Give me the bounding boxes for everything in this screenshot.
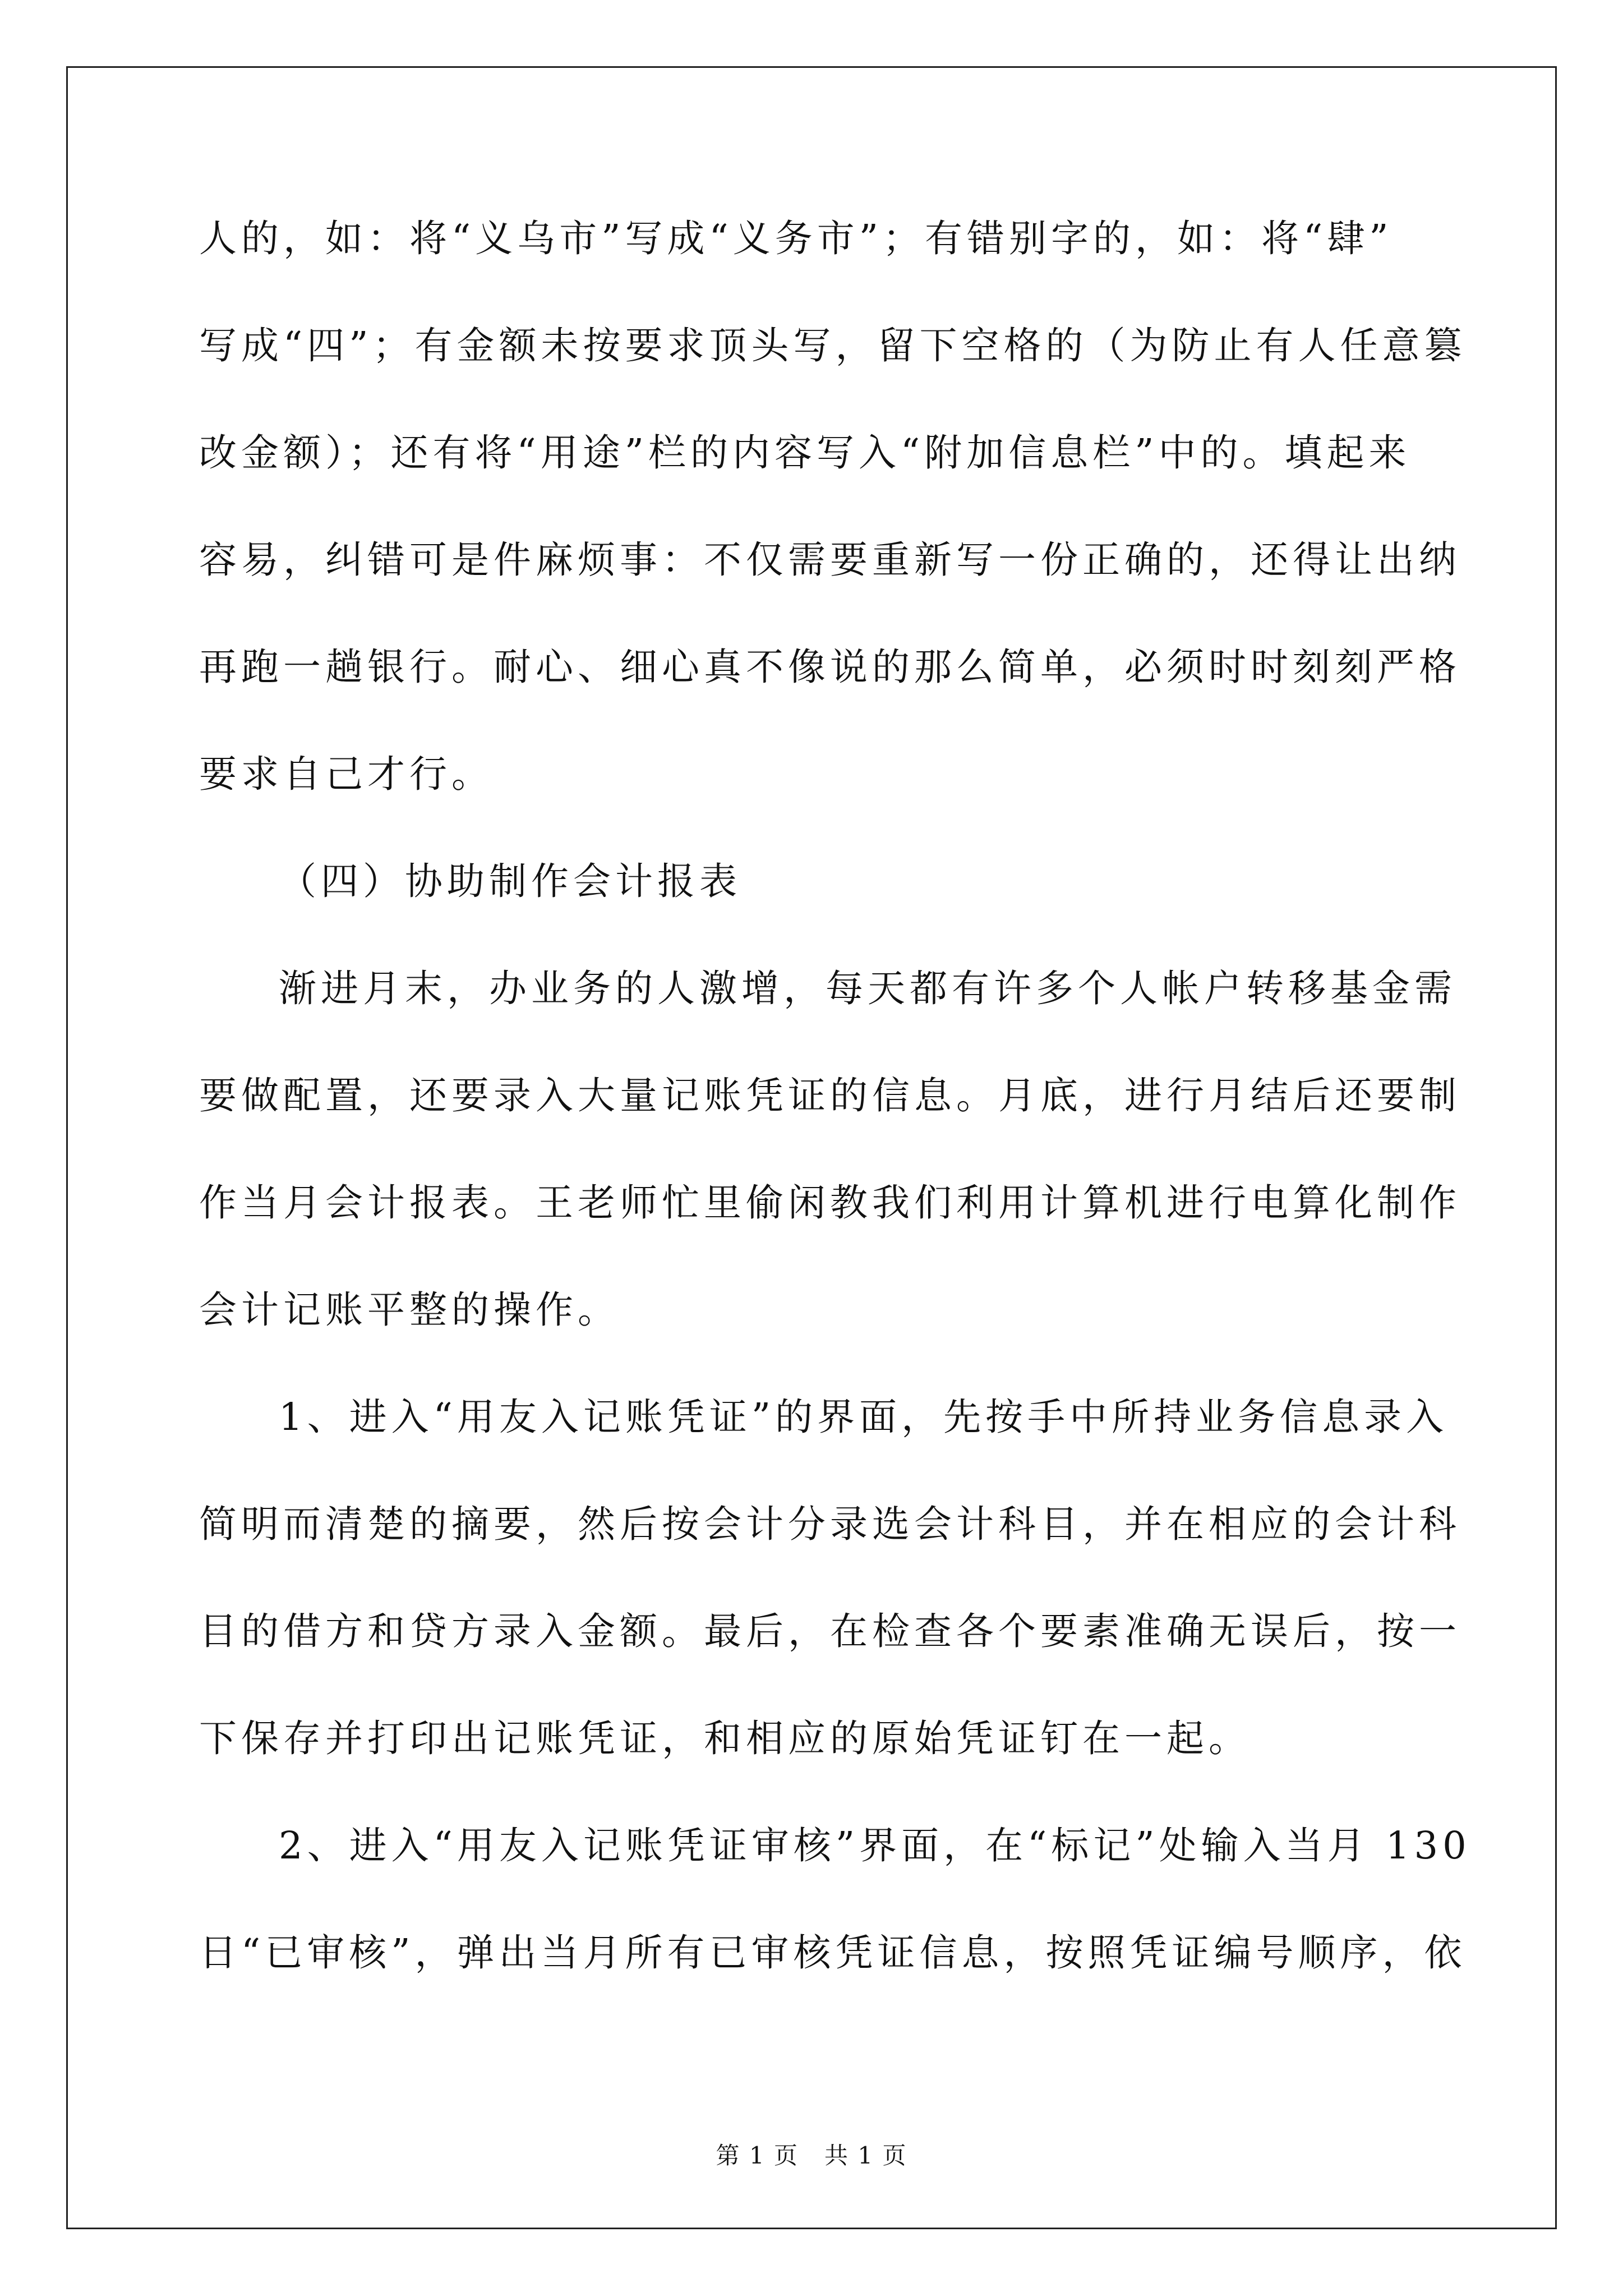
paragraph-line: 再跑一趟银行。耐心、细心真不像说的那么简单，必须时时刻刻严格 (199, 645, 1461, 689)
paragraph-line: 1、进入“用友入记账凭证”的界面，先按手中所持业务信息录入 (279, 1395, 1449, 1439)
paragraph-line: 作当月会计报表。王老师忙里偷闲教我们利用计算机进行电算化制作 (199, 1181, 1461, 1225)
section-heading: （四）协助制作会计报表 (279, 859, 741, 903)
paragraph-line: 目的借方和贷方录入金额。最后，在检查各个要素准确无误后，按一 (199, 1609, 1461, 1653)
paragraph-line: 要做配置，还要录入大量记账凭证的信息。月底，进行月结后还要制 (199, 1074, 1461, 1117)
paragraph-line: 要求自己才行。 (199, 752, 494, 796)
paragraph-line: 人的，如：将“义乌市”写成“义务市”；有错别字的，如：将“肆” (199, 217, 1393, 260)
document-body (199, 212, 1471, 2033)
paragraph-line: 简明而清楚的摘要，然后按会计分录选会计科目，并在相应的会计科 (199, 1502, 1461, 1546)
paragraph-line: 改金额）；还有将“用途”栏的内容写入“附加信息栏”中的。填起来 (199, 431, 1411, 475)
paragraph-line: 会计记账平整的操作。 (199, 1288, 620, 1332)
paragraph-line: 日“已审核”，弹出当月所有已审核凭证信息，按照凭证编号顺序，依 (199, 1931, 1467, 1975)
page-footer: 第 1 页 共 1 页 (716, 2142, 907, 2169)
paragraph-line: 容易，纠错可是件麻烦事：不仅需要重新写一份正确的，还得让出纳 (199, 538, 1461, 582)
paragraph-line: 2、进入“用友入记账凭证审核”界面，在“标记”处输入当月 130 (279, 1824, 1471, 1867)
paragraph-line: 渐进月末，办业务的人激增，每天都有许多个人帐户转移基金需 (279, 967, 1456, 1010)
paragraph-line: 写成“四”；有金额未按要求顶头写，留下空格的（为防止有人任意篡 (199, 324, 1467, 367)
paragraph-line: 下保存并打印出记账凭证，和相应的原始凭证钉在一起。 (199, 1717, 1251, 1760)
